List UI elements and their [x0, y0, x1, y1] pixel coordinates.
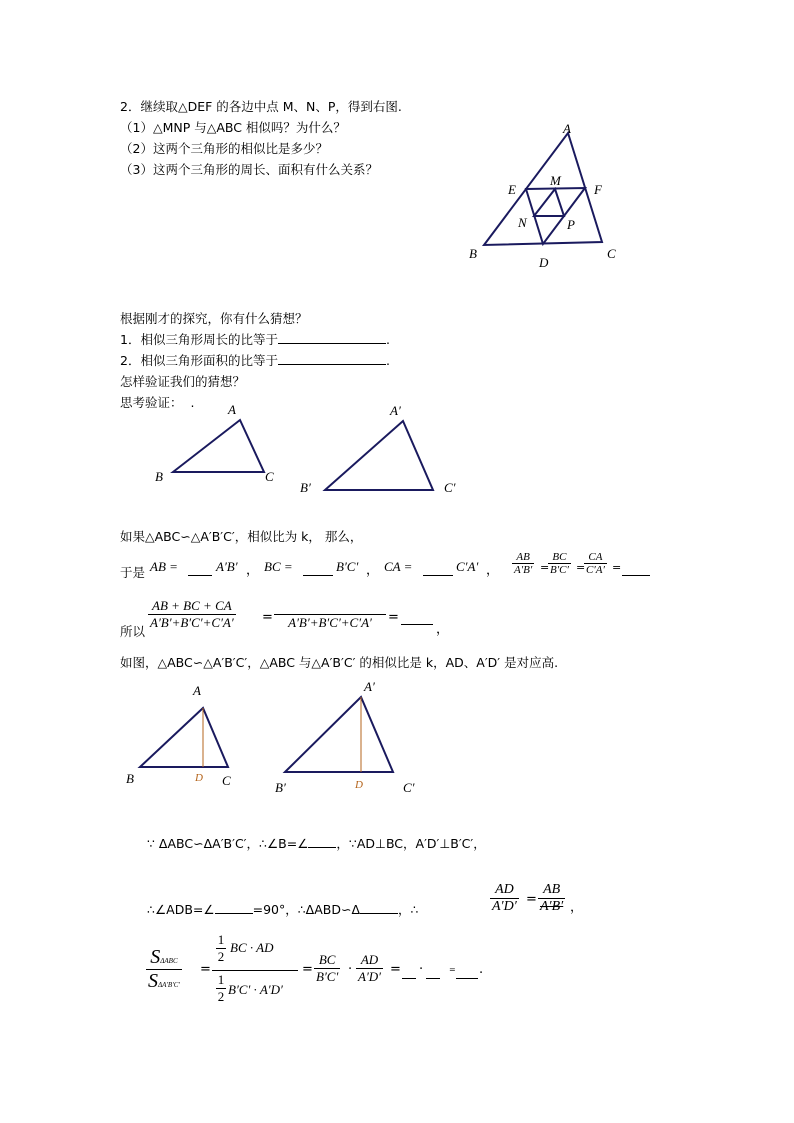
fig3-label-D-prime: D: [355, 779, 363, 791]
fig2-label-A-prime: A′: [390, 403, 401, 418]
fig1-label-D: D: [539, 255, 549, 270]
fig2-label-B-prime: B′: [300, 480, 311, 495]
q2-sub3: （3）这两个三角形的周长、面积有什么关系？: [120, 162, 378, 177]
fig1-label-A: A: [563, 121, 571, 136]
fig3-label-B-prime: B′: [275, 780, 286, 795]
figure-similar-triangles: [160, 410, 480, 500]
fig2-label-C: C: [265, 469, 274, 484]
fig3-label-C: C: [222, 773, 231, 788]
fig3-label-A-prime: A′: [364, 679, 375, 694]
fig1-label-B: B: [469, 246, 477, 261]
fig3-label-A: A: [193, 683, 201, 698]
fig1-label-E: E: [508, 182, 516, 197]
area-ratio-equation: SΔABC SΔA′B′C′ = 1 2 BC · AD 1 2 B′C′ · A′D′ = $\frac{BC}{B'C'}$ · $\frac{AD}{A'D'}$ = · = .: [148, 932, 484, 1004]
proof1-line1: 如果△ABC∽△A′B′C′，相似比为 k， 那么，: [120, 529, 363, 544]
figure-midpoint-triangles: [460, 115, 630, 275]
figure-altitude-triangles: [130, 690, 420, 780]
guess-intro: 根据刚才的探究，你有什么猜想？: [120, 311, 308, 326]
guess-item2: 2．相似三角形面积的比等于 .: [120, 353, 390, 368]
reason-line2: ∴∠ADB=∠ =90°，∴ΔABD∽Δ ，∴: [147, 902, 419, 917]
fig3-label-B: B: [126, 771, 134, 786]
fig3-label-D: D: [195, 772, 203, 784]
fig1-label-P: P: [567, 217, 575, 232]
fig2-label-B: B: [155, 469, 163, 484]
q2-title: 2．继续取△DEF 的各边中点 M、N、P，得到右图.: [120, 99, 402, 114]
proof2-line: 如图，△ABC∽△A′B′C′，△ABC 与△A′B′C′ 的相似比是 k，AD、A′D′ 是对应高.: [120, 655, 559, 670]
reason-line1: ∵ ΔABC∽ΔA′B′C′，∴∠B=∠ ，∵AD⊥BC，A′D′⊥B′C′，: [147, 836, 486, 851]
fig1-label-M: M: [550, 173, 561, 188]
fig2-label-C-prime: C′: [444, 480, 456, 495]
guess-think: 思考验证： .: [120, 395, 195, 410]
fig2-label-A: A: [228, 402, 236, 417]
fig3-label-C-prime: C′: [403, 780, 415, 795]
q2-sub2: （2）这两个三角形的相似比是多少？: [120, 141, 328, 156]
fig1-label-F: F: [594, 182, 602, 197]
fig1-label-C: C: [607, 246, 616, 261]
fig1-label-N: N: [518, 215, 527, 230]
guess-verify: 怎样验证我们的猜想？: [120, 374, 246, 389]
q2-sub1: （1）△MNP 与△ABC 相似吗？为什么？: [120, 120, 346, 135]
guess-item1: 1．相似三角形周长的比等于 .: [120, 332, 390, 347]
